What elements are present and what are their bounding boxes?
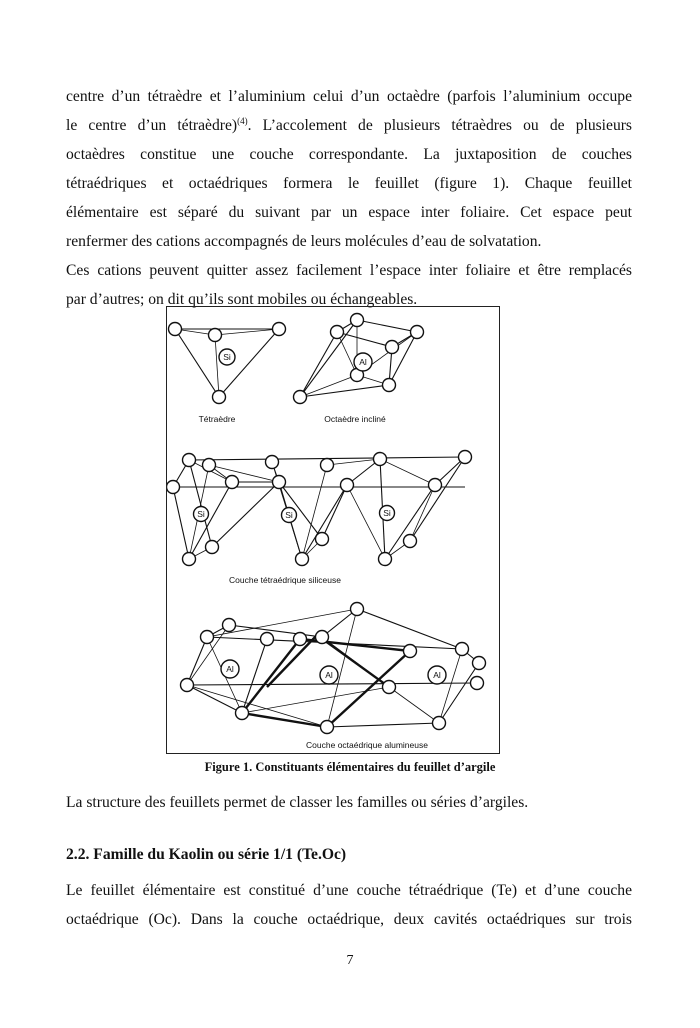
caption-text: Constituants élémentaires du feuillet d’argile xyxy=(255,760,496,774)
octa-layer-label: Couche octaédrique alumineuse xyxy=(306,740,428,750)
oxygen-atom xyxy=(273,323,286,336)
si-label-1: Si xyxy=(223,352,231,362)
al-label-3: Al xyxy=(325,670,333,680)
paragraph-1-line-6: renfermer des cations accompagnés de leurs molécules d’eau de solvatation. xyxy=(66,233,542,250)
oxygen-atom xyxy=(213,391,226,404)
al-label-2: Al xyxy=(226,664,234,674)
oxygen-atom xyxy=(203,459,216,472)
paragraph-4 xyxy=(66,876,632,934)
caption-prefix: Figure 1. xyxy=(204,760,253,774)
oxygen-atom xyxy=(169,323,182,336)
octahedron-diagram xyxy=(294,314,424,425)
paragraph-1-line-2b: . L’accolement de plusieurs tétraèdres ou de plusieurs xyxy=(247,117,632,134)
figure-clay-structure xyxy=(166,306,500,754)
oxygen-atom xyxy=(294,633,307,646)
si-label-4: Si xyxy=(383,508,391,518)
oxygen-atom xyxy=(296,553,309,566)
paragraph-1-line-2 xyxy=(66,111,632,140)
oxygen-atom xyxy=(473,657,486,670)
oxygen-atom xyxy=(383,379,396,392)
oxygen-atom xyxy=(341,479,354,492)
oxygen-atom xyxy=(167,481,180,494)
paragraph-4-line-2: octaédrique (Oc). Dans la couche octaédrique, deux cavités octaédriques sur trois xyxy=(66,911,632,928)
paragraph-1-line-4: tétraédriques et octaédriques formera le feuillet (figure 1). Chaque feuillet xyxy=(66,175,632,192)
oxygen-atom xyxy=(429,479,442,492)
oxygen-atom xyxy=(316,631,329,644)
reference-superscript: (4) xyxy=(237,116,248,126)
oxygen-atom xyxy=(404,645,417,658)
oxygen-atom xyxy=(321,459,334,472)
oxygen-atom xyxy=(206,541,219,554)
oxygen-atom xyxy=(316,533,329,546)
oxygen-atom xyxy=(266,456,279,469)
oxygen-atom xyxy=(383,681,396,694)
paragraph-2-line-1: Ces cations peuvent quitter assez facilement l’espace inter foliaire et être remplacés xyxy=(66,262,632,279)
oxygen-atom xyxy=(183,553,196,566)
figure-diagram xyxy=(167,307,501,755)
paragraph-1-line-2a: le centre d’un tétraèdre) xyxy=(66,117,238,134)
oxygen-atom xyxy=(223,619,236,632)
paragraph-3-line-1: La structure des feuillets permet de classer les familles ou séries d’argiles. xyxy=(66,794,529,811)
oxygen-atom xyxy=(411,326,424,339)
oxygen-atom xyxy=(209,329,222,342)
al-label-4: Al xyxy=(433,670,441,680)
oxygen-atom xyxy=(404,535,417,548)
oxygen-atom xyxy=(331,326,344,339)
paragraph-4-line-1: Le feuillet élémentaire est constitué d’une couche tétraédrique (Te) et d’une couche xyxy=(66,882,632,899)
paragraph-1-line-1: centre d’un tétraèdre et l’aluminium celui d’un octaèdre (parfois l’aluminium occupe xyxy=(66,88,632,105)
oxygen-atom xyxy=(456,643,469,656)
si-label-3: Si xyxy=(285,510,293,520)
octahedron-label: Octaèdre incliné xyxy=(324,414,386,424)
oxygen-atom xyxy=(183,454,196,467)
oxygen-atom xyxy=(386,341,399,354)
paragraph-1 xyxy=(66,82,632,256)
tetrahedral-layer-diagram xyxy=(167,451,472,586)
paragraph-2-line-2: par d’autres; on dit qu’ils sont mobiles ou échangeables. xyxy=(66,291,418,308)
tetrahedron-label: Tétraèdre xyxy=(198,414,236,424)
oxygen-atom xyxy=(379,553,392,566)
oxygen-atom xyxy=(374,453,387,466)
octahedral-layer-diagram xyxy=(181,603,486,751)
oxygen-atom xyxy=(261,633,274,646)
paragraph-3 xyxy=(66,788,632,817)
oxygen-atom xyxy=(181,679,194,692)
oxygen-atom xyxy=(351,314,364,327)
al-label-1: Al xyxy=(359,357,367,367)
oxygen-atom xyxy=(201,631,214,644)
paragraph-1-line-5: élémentaire est séparé du suivant par un espace inter foliaire. Cet espace peut xyxy=(66,204,632,221)
figure-caption xyxy=(0,760,700,775)
oxygen-atom xyxy=(351,603,364,616)
tetrahedron-diagram xyxy=(169,323,286,425)
oxygen-atom xyxy=(471,677,484,690)
oxygen-atom xyxy=(459,451,472,464)
oxygen-atom xyxy=(226,476,239,489)
page-number: 7 xyxy=(346,953,354,968)
si-label-2: Si xyxy=(197,509,205,519)
oxygen-atom xyxy=(236,707,249,720)
tetra-layer-label: Couche tétraédrique siliceuse xyxy=(229,575,341,585)
oxygen-atom xyxy=(433,717,446,730)
paragraph-1-line-3: octaèdres constitue une couche correspondante. La juxtaposition de couches xyxy=(66,146,632,163)
oxygen-atom xyxy=(321,721,334,734)
oxygen-atom xyxy=(273,476,286,489)
oxygen-atom xyxy=(294,391,307,404)
section-heading: 2.2. Famille du Kaolin ou série 1/1 (Te.Oc) xyxy=(66,846,347,863)
